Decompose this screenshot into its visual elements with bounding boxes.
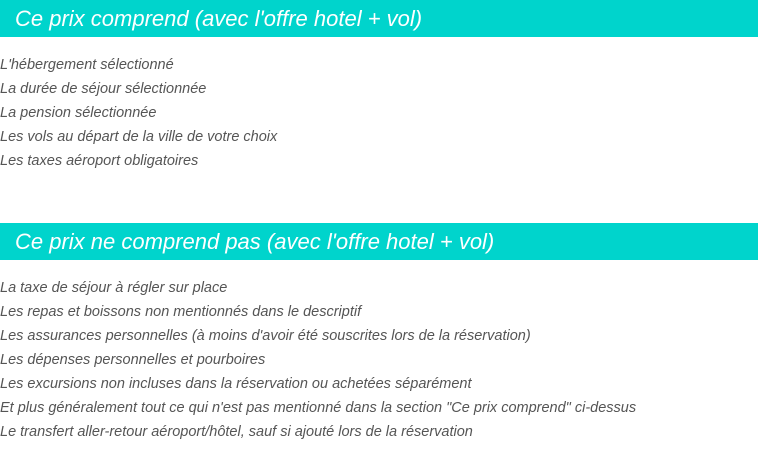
excluded-item: Le transfert aller-retour aéroport/hôtel, sauf si ajouté lors de la réservation bbox=[0, 424, 473, 440]
excluded-item: Les dépenses personnelles et pourboires bbox=[0, 352, 266, 368]
included-list bbox=[0, 53, 277, 173]
excluded-item: Les excursions non incluses dans la réservation ou achetées séparément bbox=[0, 376, 472, 392]
included-item: La durée de séjour sélectionnée bbox=[0, 81, 207, 97]
included-item: L'hébergement sélectionné bbox=[0, 57, 174, 73]
included-item: La pension sélectionnée bbox=[0, 105, 157, 121]
excluded-list bbox=[0, 276, 636, 444]
excluded-item: Et plus généralement tout ce qui n'est pas mentionné dans la section "Ce prix comprend" ci-dessus bbox=[0, 400, 637, 416]
excluded-item: La taxe de séjour à régler sur place bbox=[0, 280, 228, 296]
included-item: Les taxes aéroport obligatoires bbox=[0, 153, 199, 169]
included-section-title: Ce prix comprend (avec l'offre hotel + vol) bbox=[0, 0, 758, 37]
included-item: Les vols au départ de la ville de votre choix bbox=[0, 129, 278, 145]
excluded-section-title: Ce prix ne comprend pas (avec l'offre hotel + vol) bbox=[0, 223, 758, 260]
excluded-item: Les repas et boissons non mentionnés dans le descriptif bbox=[0, 304, 362, 320]
excluded-item: Les assurances personnelles (à moins d'avoir été souscrites lors de la réservation) bbox=[0, 328, 531, 344]
